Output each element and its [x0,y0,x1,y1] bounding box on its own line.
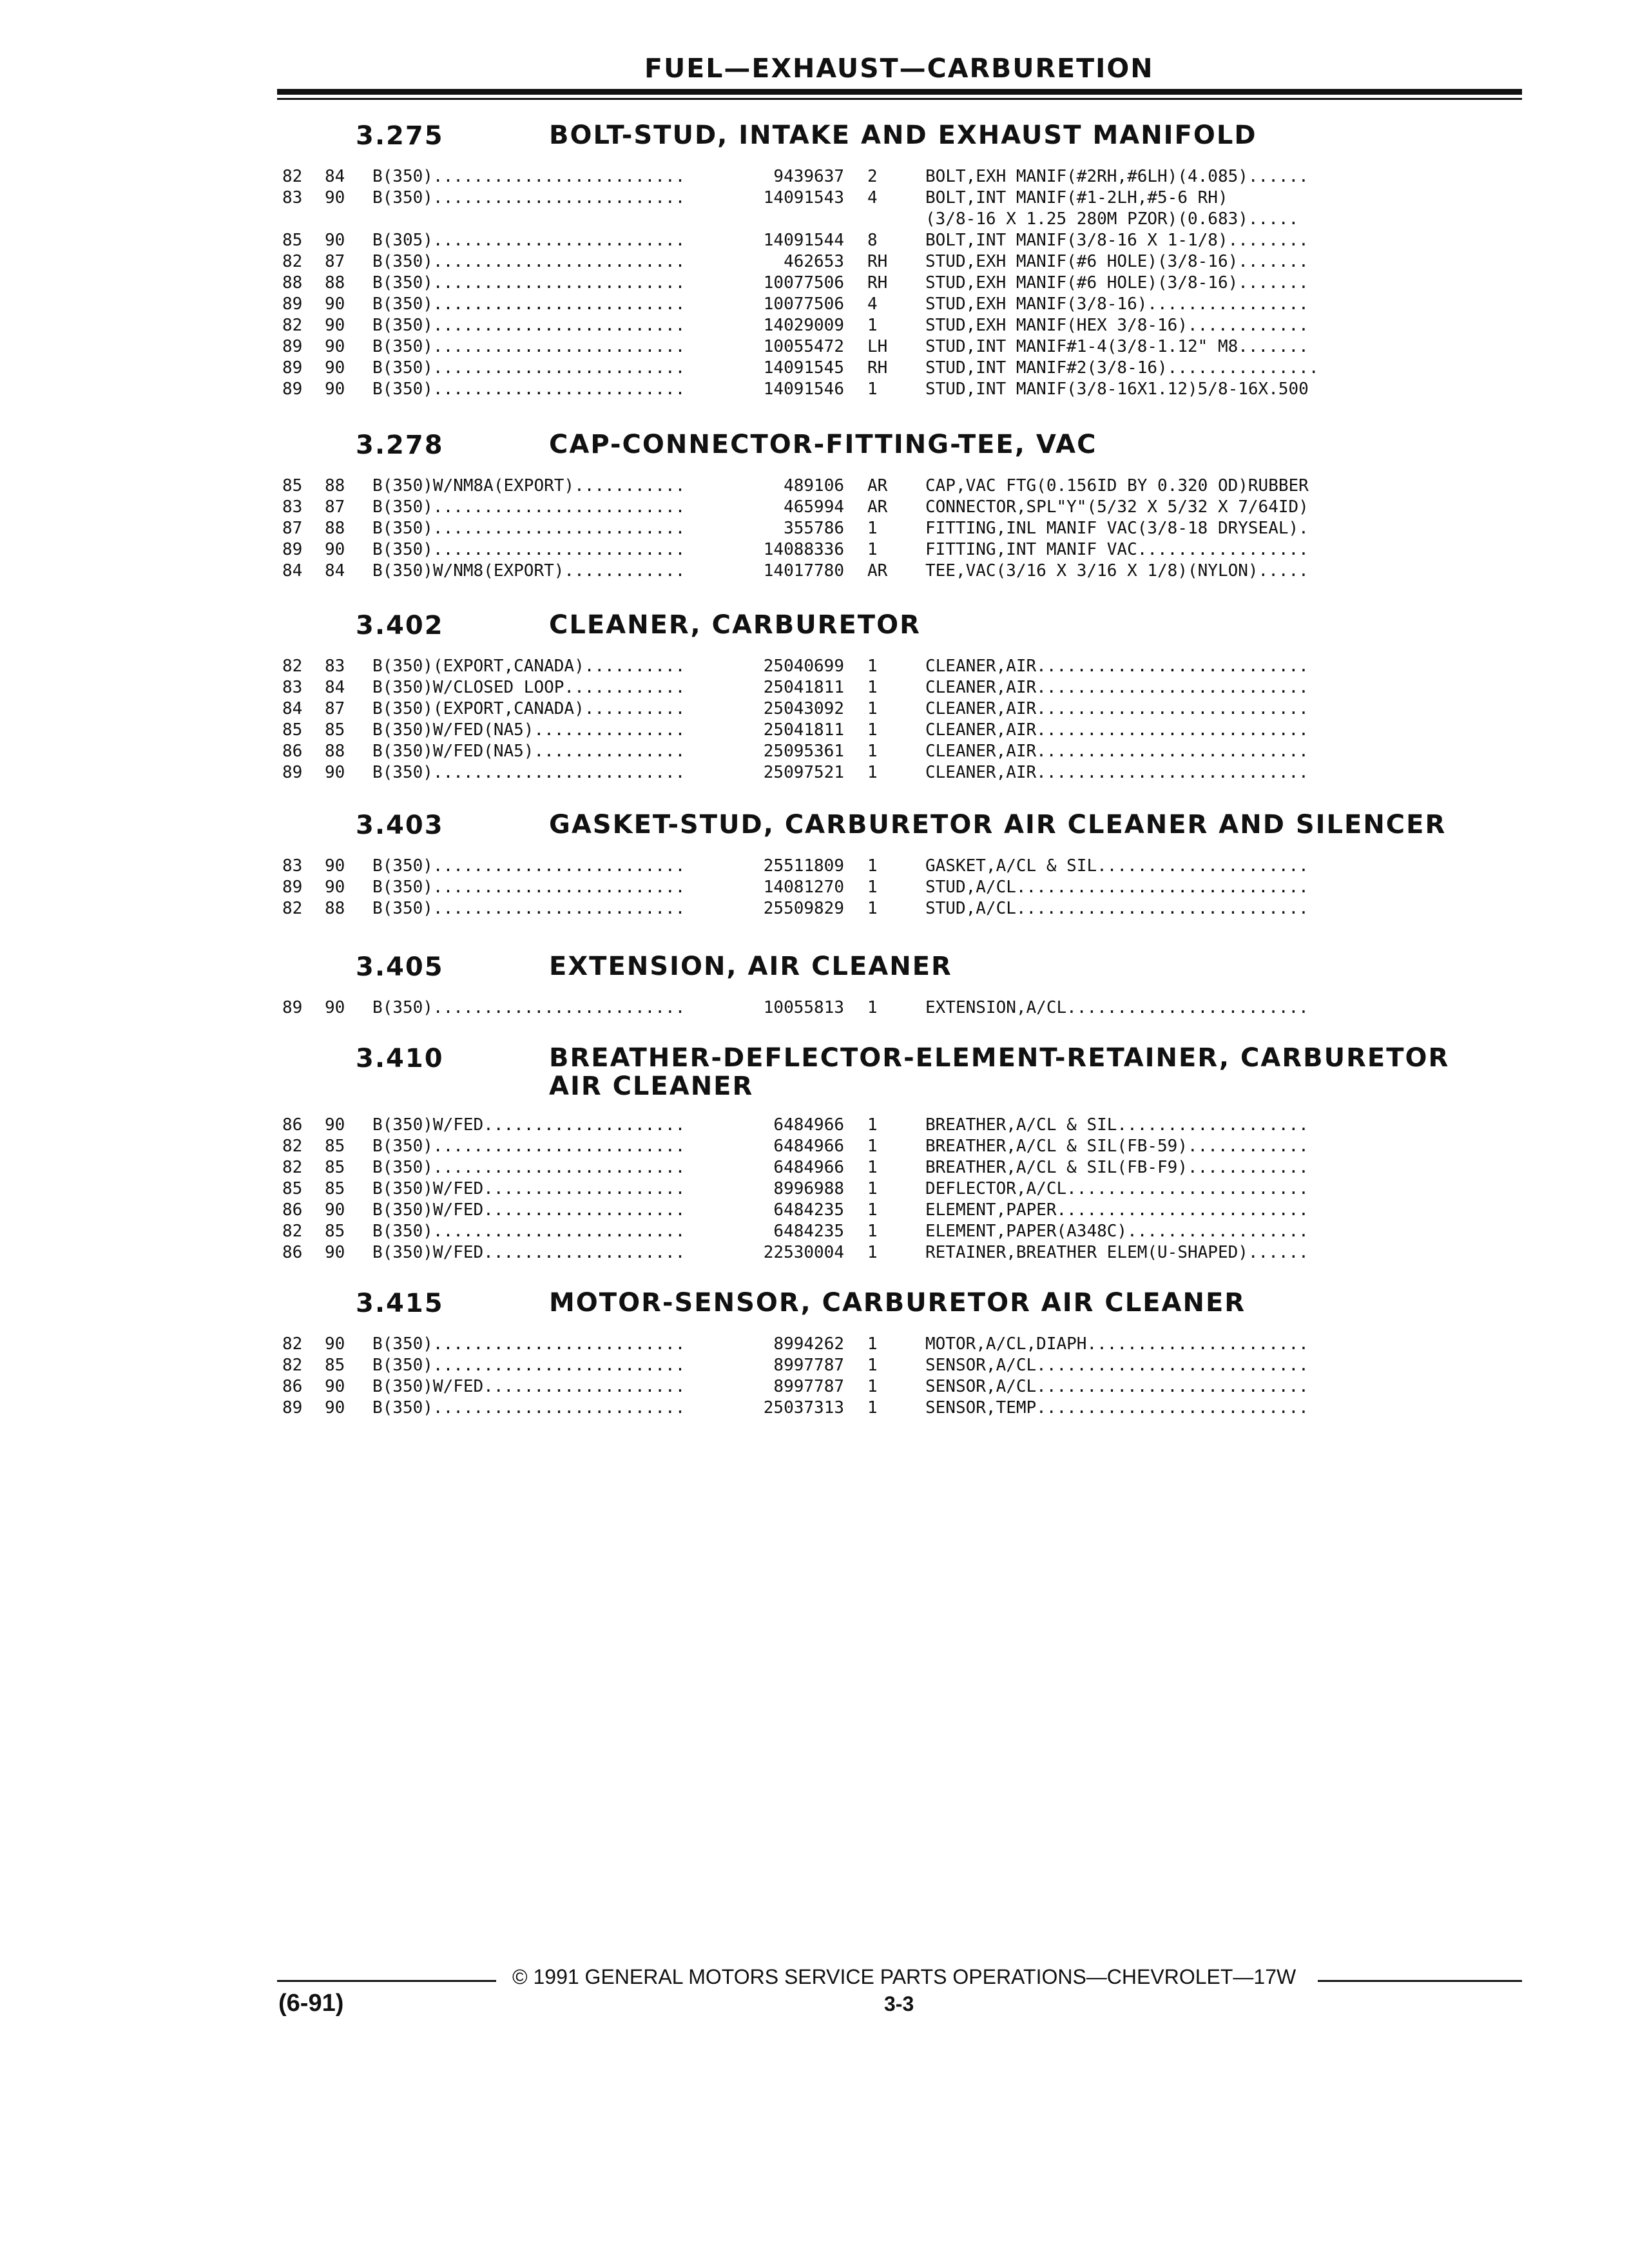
section-heading [0,1289,1629,1334]
model-spec: B(350)......................... [372,1356,686,1375]
part-description: STUD,INT MANIF#2(3/8-16)............... [925,358,1319,378]
quantity: 1 [867,1356,878,1375]
year-from: 82 [282,1356,303,1375]
year-from: 82 [282,657,303,676]
year-to: 90 [325,1334,345,1354]
parts-row [0,518,1629,539]
parts-row [0,856,1629,877]
year-to: 90 [325,878,345,897]
model-spec: B(350)......................... [372,763,686,782]
year-to: 88 [325,519,345,538]
year-to: 90 [325,1243,345,1262]
model-spec: B(350)......................... [372,1158,686,1177]
year-to: 84 [325,678,345,697]
year-from: 86 [282,1115,303,1135]
section-title: EXTENSION, AIR CLEANER [549,952,952,981]
part-number: 10055813 [763,998,844,1017]
quantity: 4 [867,188,878,207]
parts-row [0,1200,1629,1221]
quantity: 1 [867,998,878,1017]
model-spec: B(350)......................... [372,1222,686,1241]
part-number: 355786 [784,519,844,538]
model-spec: B(350)W/CLOSED LOOP............ [372,678,686,697]
year-to: 90 [325,294,345,314]
part-number: 25037313 [763,1398,844,1418]
part-description: STUD,INT MANIF#1-4(3/8-1.12" M8....... [925,337,1309,356]
year-to: 90 [325,316,345,335]
section-title: BOLT-STUD, INTAKE AND EXHAUST MANIFOLD [549,120,1257,150]
year-from: 83 [282,856,303,876]
parts-row [0,1355,1629,1376]
footer-rule-right [1318,1980,1522,1982]
model-spec: B(350)W/FED.................... [372,1200,686,1220]
year-to: 90 [325,1115,345,1135]
year-from: 85 [282,476,303,495]
parts-row [0,476,1629,497]
part-description: STUD,EXH MANIF(3/8-16)................ [925,294,1309,314]
parts-row [0,187,1629,209]
year-to: 84 [325,167,345,186]
year-to: 88 [325,476,345,495]
parts-row [0,741,1629,762]
model-spec: B(350)......................... [372,273,686,293]
part-number: 25040699 [763,657,844,676]
parts-row [0,677,1629,698]
parts-row [0,1178,1629,1200]
section-title: BREATHER-DEFLECTOR-ELEMENT-RETAINER, CARBURETOR AIR CLEANER [549,1043,1450,1101]
part-number: 6484966 [773,1158,844,1177]
part-number: 14088336 [763,540,844,559]
year-from: 89 [282,380,303,399]
quantity: LH [867,337,888,356]
parts-row [0,561,1629,582]
model-spec: B(350)......................... [372,252,686,271]
year-to: 90 [325,358,345,378]
year-from: 84 [282,699,303,718]
model-spec: B(350)......................... [372,337,686,356]
year-from: 89 [282,337,303,356]
year-to: 85 [325,1356,345,1375]
quantity: 1 [867,1377,878,1396]
model-spec: B(350)W/NM8A(EXPORT)........... [372,476,686,495]
part-description: STUD,EXH MANIF(HEX 3/8-16)............ [925,316,1309,335]
section-number: 3.415 [356,1289,444,1318]
parts-row [0,720,1629,741]
parts-row [0,315,1629,336]
part-description: GASKET,A/CL & SIL..................... [925,856,1309,876]
year-from: 83 [282,497,303,517]
quantity: 1 [867,699,878,718]
model-spec: B(350)......................... [372,497,686,517]
quantity: 1 [867,1137,878,1156]
section-4 [0,952,1629,1019]
year-from: 84 [282,561,303,581]
part-description: CLEANER,AIR........................... [925,742,1309,761]
part-description: CLEANER,AIR........................... [925,657,1309,676]
parts-row [0,1221,1629,1242]
year-to: 90 [325,998,345,1017]
year-from: 89 [282,998,303,1017]
part-description: BREATHER,A/CL & SIL(FB-F9)............ [925,1158,1309,1177]
part-number: 14091544 [763,231,844,250]
part-number: 10077506 [763,294,844,314]
quantity: AR [867,561,888,581]
year-to: 90 [325,1200,345,1220]
part-description: STUD,EXH MANIF(#6 HOLE)(3/8-16)....... [925,273,1309,293]
parts-row [0,497,1629,518]
parts-row [0,379,1629,400]
quantity: 1 [867,1398,878,1418]
part-description: CLEANER,AIR........................... [925,678,1309,697]
quantity: AR [867,476,888,495]
section-title: GASKET-STUD, CARBURETOR AIR CLEANER AND SILENCER [549,810,1447,840]
parts-row [0,1157,1629,1178]
quantity: 1 [867,763,878,782]
year-from: 89 [282,763,303,782]
model-spec: B(350)W/FED(NA5)............... [372,742,686,761]
part-description: MOTOR,A/CL,DIAPH...................... [925,1334,1309,1354]
year-from: 89 [282,878,303,897]
section-heading [0,121,1629,166]
part-description: CLEANER,AIR........................... [925,763,1309,782]
parts-row [0,539,1629,561]
quantity: 1 [867,1243,878,1262]
quantity: 1 [867,678,878,697]
model-spec: B(350)......................... [372,998,686,1017]
part-number: 489106 [784,476,844,495]
part-number: 14081270 [763,878,844,897]
model-spec: B(350)......................... [372,1334,686,1354]
part-description: FITTING,INT MANIF VAC................. [925,540,1309,559]
model-spec: B(350)......................... [372,856,686,876]
year-to: 90 [325,1377,345,1396]
year-to: 90 [325,856,345,876]
year-to: 85 [325,1137,345,1156]
parts-row [0,251,1629,273]
parts-row [0,898,1629,919]
quantity: AR [867,497,888,517]
parts-row [0,698,1629,720]
quantity: 1 [867,1222,878,1241]
year-from: 89 [282,294,303,314]
quantity: 1 [867,1334,878,1354]
part-description: SENSOR,TEMP........................... [925,1398,1309,1418]
year-from: 82 [282,1158,303,1177]
model-spec: B(350)......................... [372,899,686,918]
year-from: 82 [282,1334,303,1354]
quantity: 1 [867,519,878,538]
part-description: BREATHER,A/CL & SIL................... [925,1115,1309,1135]
part-number: 10077506 [763,273,844,293]
model-spec: B(350)W/NM8(EXPORT)............ [372,561,686,581]
year-to: 85 [325,1158,345,1177]
parts-row [0,1115,1629,1136]
part-number: 6484966 [773,1137,844,1156]
part-description: STUD,A/CL............................. [925,899,1309,918]
part-number: 25097521 [763,763,844,782]
part-number: 10055472 [763,337,844,356]
year-from: 86 [282,742,303,761]
part-description: STUD,EXH MANIF(#6 HOLE)(3/8-16)....... [925,252,1309,271]
parts-row [0,336,1629,358]
parts-row [0,1376,1629,1398]
model-spec: B(350)......................... [372,519,686,538]
model-spec: B(350)......................... [372,167,686,186]
quantity: 1 [867,1200,878,1220]
year-from: 82 [282,316,303,335]
year-to: 84 [325,561,345,581]
part-number: 8996988 [773,1179,844,1198]
year-to: 87 [325,497,345,517]
model-spec: B(350)(EXPORT,CANADA).......... [372,657,686,676]
part-number: 6484966 [773,1115,844,1135]
quantity: 1 [867,899,878,918]
quantity: 1 [867,1158,878,1177]
year-from: 87 [282,519,303,538]
part-description: BREATHER,A/CL & SIL(FB-59)............ [925,1137,1309,1156]
part-number: 14029009 [763,316,844,335]
section-heading [0,430,1629,476]
parts-row [0,656,1629,677]
year-from: 82 [282,899,303,918]
section-title: CLEANER, CARBURETOR [549,610,921,640]
year-to: 90 [325,540,345,559]
parts-row [0,762,1629,783]
section-number: 3.278 [356,430,444,460]
part-number: 14017780 [763,561,844,581]
part-number: 6484235 [773,1200,844,1220]
year-to: 90 [325,188,345,207]
part-description: BOLT,INT MANIF(3/8-16 X 1-1/8)........ [925,231,1309,250]
section-heading [0,811,1629,856]
year-to: 90 [325,763,345,782]
parts-row [0,1398,1629,1419]
year-from: 86 [282,1377,303,1396]
part-number: 25095361 [763,742,844,761]
part-description: STUD,INT MANIF(3/8-16X1.12)5/8-16X.500 [925,380,1309,399]
part-description: EXTENSION,A/CL........................ [925,998,1309,1017]
year-from: 82 [282,1137,303,1156]
model-spec: B(350)......................... [372,188,686,207]
quantity: 1 [867,742,878,761]
part-number: 14091546 [763,380,844,399]
year-to: 85 [325,1222,345,1241]
part-number: 22530004 [763,1243,844,1262]
parts-row [0,358,1629,379]
part-number: 25509829 [763,899,844,918]
year-from: 82 [282,167,303,186]
year-from: 89 [282,1398,303,1418]
section-number: 3.405 [356,952,444,982]
year-to: 88 [325,273,345,293]
year-from: 82 [282,252,303,271]
part-description: STUD,A/CL............................. [925,878,1309,897]
section-6 [0,1289,1629,1419]
model-spec: B(305)......................... [372,231,686,250]
section-1 [0,430,1629,582]
parts-row [0,997,1629,1019]
year-to: 88 [325,899,345,918]
footer-date: (6-91) [278,1990,344,2017]
parts-row [0,294,1629,315]
parts-row [0,230,1629,251]
part-number: 465994 [784,497,844,517]
parts-row [0,877,1629,898]
page-header-title: FUEL—EXHAUST—CARBURETION [644,53,1154,84]
part-number: 25511809 [763,856,844,876]
year-to: 87 [325,252,345,271]
model-spec: B(350)......................... [372,294,686,314]
year-from: 82 [282,1222,303,1241]
part-description: ELEMENT,PAPER(A348C).................. [925,1222,1309,1241]
part-description: BOLT,INT MANIF(#1-2LH,#5-6 RH) [925,188,1228,207]
part-description: DEFLECTOR,A/CL........................ [925,1179,1309,1198]
part-description: RETAINER,BREATHER ELEM(U-SHAPED)...... [925,1243,1309,1262]
year-from: 85 [282,720,303,740]
part-description: FITTING,INL MANIF VAC(3/8-18 DRYSEAL). [925,519,1309,538]
section-heading [0,611,1629,656]
quantity: 2 [867,167,878,186]
year-to: 85 [325,720,345,740]
year-from: 83 [282,188,303,207]
parts-row [0,209,1629,230]
model-spec: B(350)......................... [372,380,686,399]
footer-page-number: 3-3 [884,1992,914,2015]
part-number: 8994262 [773,1334,844,1354]
quantity: 8 [867,231,878,250]
parts-row [0,273,1629,294]
part-number: 25041811 [763,678,844,697]
year-from: 88 [282,273,303,293]
part-number: 6484235 [773,1222,844,1241]
model-spec: B(350)W/FED.................... [372,1179,686,1198]
year-to: 87 [325,699,345,718]
parts-row [0,1136,1629,1157]
section-title: CAP-CONNECTOR-FITTING-TEE, VAC [549,430,1097,459]
part-description: (3/8-16 X 1.25 280M PZOR)(0.683)..... [925,209,1299,229]
part-number: 25041811 [763,720,844,740]
year-to: 85 [325,1179,345,1198]
part-description: CONNECTOR,SPL"Y"(5/32 X 5/32 X 7/64ID) [925,497,1309,517]
quantity: RH [867,273,888,293]
part-number: 8997787 [773,1377,844,1396]
year-to: 90 [325,337,345,356]
part-number: 14091543 [763,188,844,207]
section-number: 3.410 [356,1044,444,1073]
part-description: SENSOR,A/CL........................... [925,1377,1309,1396]
model-spec: B(350)(EXPORT,CANADA).......... [372,699,686,718]
quantity: 1 [867,720,878,740]
part-description: CAP,VAC FTG(0.156ID BY 0.320 OD)RUBBER [925,476,1309,495]
part-description: CLEANER,AIR........................... [925,699,1309,718]
quantity: 1 [867,1115,878,1135]
model-spec: B(350)......................... [372,878,686,897]
part-description: BOLT,EXH MANIF(#2RH,#6LH)(4.085)...... [925,167,1309,186]
section-0 [0,121,1629,400]
year-from: 89 [282,358,303,378]
year-from: 83 [282,678,303,697]
quantity: 1 [867,540,878,559]
model-spec: B(350)......................... [372,358,686,378]
parts-row [0,1242,1629,1264]
section-5 [0,1044,1629,1264]
part-description: ELEMENT,PAPER......................... [925,1200,1309,1220]
year-from: 85 [282,231,303,250]
year-from: 85 [282,1179,303,1198]
section-heading [0,1044,1629,1115]
part-description: SENSOR,A/CL........................... [925,1356,1309,1375]
section-heading [0,952,1629,997]
section-number: 3.275 [356,121,444,151]
year-from: 86 [282,1200,303,1220]
model-spec: B(350)W/FED(NA5)............... [372,720,686,740]
part-description: TEE,VAC(3/16 X 3/16 X 1/8)(NYLON)..... [925,561,1309,581]
quantity: 1 [867,1179,878,1198]
year-from: 86 [282,1243,303,1262]
quantity: 1 [867,878,878,897]
section-2 [0,611,1629,783]
section-3 [0,811,1629,919]
part-number: 8997787 [773,1356,844,1375]
part-description: CLEANER,AIR........................... [925,720,1309,740]
quantity: RH [867,252,888,271]
quantity: 1 [867,657,878,676]
year-to: 90 [325,231,345,250]
section-number: 3.402 [356,611,444,640]
model-spec: B(350)W/FED.................... [372,1115,686,1135]
model-spec: B(350)......................... [372,1137,686,1156]
quantity: RH [867,358,888,378]
part-number: 462653 [784,252,844,271]
footer-rule-left [277,1980,496,1982]
year-to: 90 [325,380,345,399]
model-spec: B(350)......................... [372,540,686,559]
quantity: 1 [867,856,878,876]
model-spec: B(350)W/FED.................... [372,1243,686,1262]
part-number: 9439637 [773,167,844,186]
model-spec: B(350)W/FED.................... [372,1377,686,1396]
part-number: 25043092 [763,699,844,718]
model-spec: B(350)......................... [372,316,686,335]
section-number: 3.403 [356,811,444,840]
year-to: 88 [325,742,345,761]
parts-row [0,166,1629,187]
year-to: 90 [325,1398,345,1418]
quantity: 1 [867,316,878,335]
quantity: 1 [867,380,878,399]
section-title: MOTOR-SENSOR, CARBURETOR AIR CLEANER [549,1288,1246,1318]
parts-row [0,1334,1629,1355]
model-spec: B(350)......................... [372,1398,686,1418]
quantity: 4 [867,294,878,314]
year-to: 83 [325,657,345,676]
part-number: 14091545 [763,358,844,378]
year-from: 89 [282,540,303,559]
footer-copyright: © 1991 GENERAL MOTORS SERVICE PARTS OPERATIONS—CHEVROLET—17W [512,1965,1296,1988]
